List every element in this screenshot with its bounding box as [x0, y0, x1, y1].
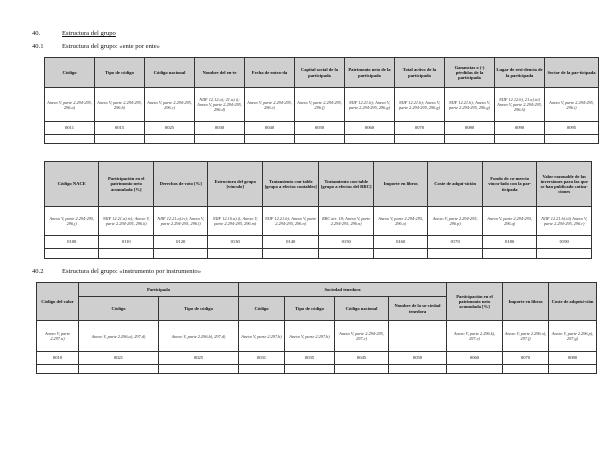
table2-reference-cell: NIIF 12.21.b).iii) Anexo V, parte 2.294-295, 296.r)	[537, 207, 592, 236]
table3-reference-cell: Anexo V, parte 2.296.k), 297.e)	[447, 321, 503, 352]
table1-entry-cell[interactable]	[145, 135, 195, 144]
table1-entry-cell[interactable]	[95, 135, 145, 144]
table3-group-tenedora: Sociedad tenedora	[239, 283, 447, 297]
table1-entry-cell[interactable]	[445, 135, 495, 144]
table2-code-cell: 0190	[537, 236, 592, 249]
table2-reference-row	[45, 207, 592, 236]
table3-reference-cell: Anexo V, parte 2.296.o), 297.f)	[503, 321, 549, 352]
table2-entry-cell[interactable]	[319, 249, 373, 259]
table2-reference-cell: Anexo V, parte 2.294-295, 296.j)	[45, 207, 99, 236]
table3-code-cell: 0080	[549, 352, 597, 365]
table2-code-row	[45, 236, 592, 249]
table1-code-cell: 0030	[195, 122, 245, 135]
table1-header-row	[45, 58, 599, 88]
table3-reference-cell: Anexo V, parte 2.296.p), 297.g)	[549, 321, 597, 352]
table1-header-cell: Nombre del en-te	[195, 58, 245, 88]
table2-header-cell: Derechos de voto [%]	[153, 162, 207, 207]
table3-code-cell: 0060	[447, 352, 503, 365]
subsection-heading-2	[32, 268, 201, 276]
table2-header-cell: Coste de adqui-sición	[428, 162, 482, 207]
table2-code-cell: 0120	[153, 236, 207, 249]
table3-reference-cell	[389, 321, 447, 352]
table1-entry-cell[interactable]	[45, 135, 95, 144]
table3-reference-cell: Anexo V, parte 2.297.b)	[239, 321, 285, 352]
table2-reference-cell: NIIF 12.21.a).iv); Anexo V, parte 2.294-295, 296.l)	[153, 207, 207, 236]
subsection-title-1: Estructura del grupo: «ente por ente»	[62, 43, 160, 50]
table2-code-cell: 0110	[99, 236, 153, 249]
table2-entry-row	[45, 249, 592, 259]
table1-entry-cell[interactable]	[345, 135, 395, 144]
table3-header-cell: Tipo de código	[285, 297, 335, 321]
table1-header-cell: Total activo de la participada	[395, 58, 445, 88]
table3-code-row	[37, 352, 597, 365]
table2-entry-cell[interactable]	[428, 249, 482, 259]
table1-code-cell: 0060	[345, 122, 395, 135]
table3-entry-cell[interactable]	[285, 365, 335, 374]
table1-code-cell: 0095	[545, 122, 599, 135]
table1-header-cell: Sector de la par-ticipada	[545, 58, 599, 88]
table3-entry-cell[interactable]	[447, 365, 503, 374]
table2-header-cell: Importe en libros	[373, 162, 427, 207]
subsection-number-2: 40.2	[32, 268, 44, 275]
table1-entry-cell[interactable]	[195, 135, 245, 144]
table3-header-cell: Nombre de la so-ciedad tenedora	[389, 297, 447, 321]
table3-reference-row	[37, 321, 597, 352]
table1-header-cell: Tipo de código	[95, 58, 145, 88]
table1-code-cell: 0011	[45, 122, 95, 135]
table2-entry-cell[interactable]	[99, 249, 153, 259]
table3-reference-cell: Anexo V, parte 2.296.b), 297.d)	[159, 321, 239, 352]
table2-entry-cell[interactable]	[262, 249, 319, 259]
table3-group-participada: Participada	[79, 283, 239, 297]
table3-code-cell: 0031	[239, 352, 285, 365]
table1-reference-cell: NIIF 12.21.b); Anexo V, parte 2.294-295, 296.g)	[345, 88, 395, 122]
subsection-heading-1	[32, 43, 160, 51]
table3-code-cell: 0045	[335, 352, 389, 365]
table1-header-cell: Ganancias o (-) pérdidas de la participada	[445, 58, 495, 88]
table2-header-cell: Participación en el patrimonio neto acumulada [%]	[99, 162, 153, 207]
table3-header-cell: Participación en el patrimonio neto acumulada [%]	[447, 283, 503, 321]
table3-entry-cell[interactable]	[389, 365, 447, 374]
table3-entry-cell[interactable]	[239, 365, 285, 374]
table3-row-header-reference: Anexo V, parte 2.297.a)	[37, 321, 79, 352]
table2-code-cell: 0100	[45, 236, 99, 249]
table2-code-cell: 0140	[262, 236, 319, 249]
table2-entry-cell[interactable]	[537, 249, 592, 259]
table2-header-cell: Valor razonable de las inversiones para las que se han publicado cotiza-ciones	[537, 162, 592, 207]
table1-code-row	[45, 122, 599, 135]
table3-entry-cell[interactable]	[37, 365, 79, 374]
table3-entry-cell[interactable]	[549, 365, 597, 374]
table2-entry-cell[interactable]	[153, 249, 207, 259]
table1-reference-cell: Anexo V, parte 2.294-295, 296.a)	[45, 88, 95, 122]
table3-code-cell: 0025	[159, 352, 239, 365]
table3-entry-cell[interactable]	[503, 365, 549, 374]
table3-header-cell: Código	[239, 297, 285, 321]
table2-header-cell: Tratamiento con-table [grupo a efectos contables]	[262, 162, 319, 207]
table2-code-cell: 0170	[428, 236, 482, 249]
table3-row-header: Código del valor	[37, 283, 79, 321]
table3-header-cell: Coste de adquisi-ción	[549, 283, 597, 321]
table3-reference-cell: Anexo V, parte 2.294-295, 297.c)	[335, 321, 389, 352]
subsection-number-1: 40.1	[32, 43, 44, 50]
table1-code-cell: 0025	[145, 122, 195, 135]
table3-code-cell: 0050	[389, 352, 447, 365]
table2-code-cell: 0130	[208, 236, 262, 249]
table1-reference-cell: Anexo V, parte 2.294-295, 296.i)	[545, 88, 599, 122]
table2-code-cell: 0150	[319, 236, 373, 249]
table3-header-cell: Tipo de código	[159, 297, 239, 321]
table3-entry-row	[37, 365, 597, 374]
table3-code-cell: 0021	[79, 352, 159, 365]
table3-header-cell: Importe en libros	[503, 283, 549, 321]
section-number: 40.	[32, 30, 41, 37]
table1-header-cell: Fecha de entra-da	[245, 58, 295, 88]
table3-code-cell: 0070	[503, 352, 549, 365]
table-ente-por-ente-continued	[44, 161, 592, 259]
table1-header-cell: Lugar de resi-dencia de la participada	[495, 58, 545, 88]
table1-entry-cell[interactable]	[495, 135, 545, 144]
table3-code-cell: 0035	[285, 352, 335, 365]
table2-reference-cell: NIIF 12.10.a).i); Anexo V, parte 2.294-295, 296.m)	[208, 207, 262, 236]
table2-reference-cell: NIIF 12.21.b); Anexo V, parte 2.294-295, 296.n)	[262, 207, 319, 236]
table2-header-cell: Fondo de co-mercio vincu-lado con la par-ticipada	[482, 162, 536, 207]
table1-header-cell: Patrimonio neto de la participada	[345, 58, 395, 88]
table1-code-cell: 0015	[95, 122, 145, 135]
table1-header-cell: Capital social de la participada	[295, 58, 345, 88]
table2-entry-cell[interactable]	[45, 249, 99, 259]
table1-entry-cell[interactable]	[295, 135, 345, 144]
table1-entry-row	[45, 135, 599, 144]
table1-reference-cell: Anexo V, parte 2.294-295, 296.e)	[245, 88, 295, 122]
table2-reference-cell: NIIF 12.21.a).iv); Anexo V, parte 2.294-295, 296.k)	[99, 207, 153, 236]
table1-code-cell: 0070	[395, 122, 445, 135]
table-instrumento-por-instrumento	[36, 282, 597, 374]
table3-group-row	[37, 283, 597, 297]
table1-reference-cell: NIIF 12.12.b), 21.a).iii) Anexo V, parte 2.294-295, 296.h)	[495, 88, 545, 122]
table1-code-cell: 0040	[245, 122, 295, 135]
table2-entry-cell[interactable]	[208, 249, 262, 259]
table2-code-cell: 0180	[482, 236, 536, 249]
table2-header-row	[45, 162, 592, 207]
table2-reference-cell: RRC art. 18; Anexo V, parte 2.294-295, 296.n)	[319, 207, 373, 236]
table2-header-cell: Tratamiento con-table [grupo a efectos del RRC]	[319, 162, 373, 207]
section-title: Estructura del grupo	[62, 30, 116, 37]
table3-header-cell: Código	[79, 297, 159, 321]
table3-row-code: 0010	[37, 352, 79, 365]
table1-code-cell: 0090	[495, 122, 545, 135]
table2-entry-cell[interactable]	[482, 249, 536, 259]
table2-reference-cell: Anexo V, parte 2.294-295, 296.q)	[482, 207, 536, 236]
table1-entry-cell[interactable]	[395, 135, 445, 144]
table1-code-cell: 0080	[445, 122, 495, 135]
table3-entry-cell[interactable]	[335, 365, 389, 374]
table1-header-cell: Código nacional	[145, 58, 195, 88]
subsection-title-2: Estructura del grupo: «instrumento por instrumento»	[62, 268, 201, 275]
table1-reference-cell: NIIF 12.12.a); 21.a).i); Anexo V, parte 2.294-295, 296.d)	[195, 88, 245, 122]
table2-code-cell: 0160	[373, 236, 427, 249]
table1-reference-cell: Anexo V, parte 2.294-295, 296.f)	[295, 88, 345, 122]
table1-entry-cell[interactable]	[245, 135, 295, 144]
table2-header-cell: Código NACE	[45, 162, 99, 207]
table2-reference-cell: Anexo V, parte 2.294-295, 296.p)	[428, 207, 482, 236]
table1-reference-cell: Anexo V, parte 2.294-295, 296.b)	[95, 88, 145, 122]
table1-reference-cell: Anexo V, parte 2.294-295, 296.c)	[145, 88, 195, 122]
table3-entry-cell[interactable]	[159, 365, 239, 374]
table1-header-cell: Código	[45, 58, 95, 88]
table2-reference-cell: Anexo V, parte 2.294-295, 296.o)	[373, 207, 427, 236]
table1-reference-cell: NIIF 12.21.b); Anexo V, parte 2.294-295, 296.g)	[395, 88, 445, 122]
table1-entry-cell[interactable]	[545, 135, 599, 144]
table1-code-cell: 0050	[295, 122, 345, 135]
table3-entry-cell[interactable]	[79, 365, 159, 374]
table1-reference-cell: NIIF 12.21.b); Anexo V, parte 2.294-295, 296.g)	[445, 88, 495, 122]
table2-header-cell: Estructura del grupo [vínculo]	[208, 162, 262, 207]
table3-reference-cell: Anexo V, parte 2.296.a), 297.d)	[79, 321, 159, 352]
table1-reference-row	[45, 88, 599, 122]
section-heading	[32, 30, 116, 38]
table2-entry-cell[interactable]	[373, 249, 427, 259]
table-ente-por-ente	[44, 57, 599, 144]
table3-header-cell: Código nacional	[335, 297, 389, 321]
table3-reference-cell: Anexo V, parte 2.297.b)	[285, 321, 335, 352]
